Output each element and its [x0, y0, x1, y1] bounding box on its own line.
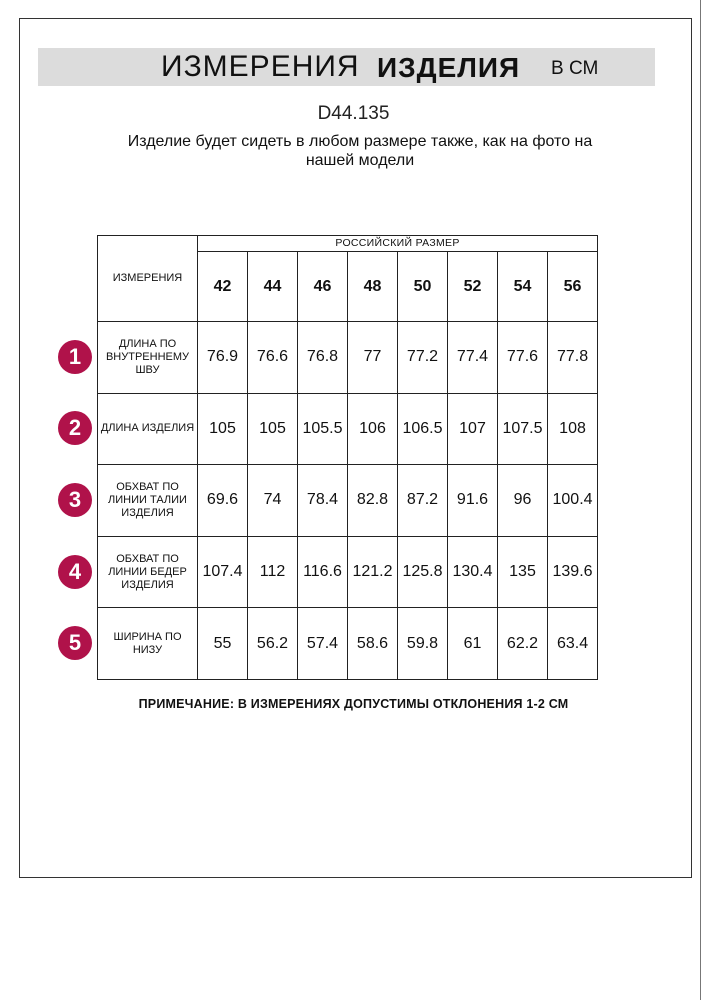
measurement-label: ДЛИНА ПО ВНУТРЕННЕМУ ШВУ: [98, 322, 198, 394]
row-number-badge: 2: [58, 411, 92, 445]
size-header-44: 44: [248, 252, 298, 322]
measurement-value: 107: [448, 393, 498, 465]
measurement-value: 125.8: [398, 536, 448, 608]
measurement-value: 96: [498, 465, 548, 537]
measurement-value: 100.4: [548, 465, 598, 537]
measurement-label: ДЛИНА ИЗДЕЛИЯ: [98, 393, 198, 465]
page-edge-line: [700, 0, 701, 1000]
measurement-value: 112: [248, 536, 298, 608]
measurement-value: 56.2: [248, 608, 298, 680]
measurement-value: 105: [248, 393, 298, 465]
size-header-48: 48: [348, 252, 398, 322]
measurement-value: 78.4: [298, 465, 348, 537]
measurement-value: 76.6: [248, 322, 298, 394]
size-header-54: 54: [498, 252, 548, 322]
table-row: [98, 322, 598, 394]
measurement-value: 130.4: [448, 536, 498, 608]
measurement-value: 91.6: [448, 465, 498, 537]
size-table: [97, 235, 598, 680]
measurement-value: 59.8: [398, 608, 448, 680]
measurement-value: 108: [548, 393, 598, 465]
measurement-value: 116.6: [298, 536, 348, 608]
title-measurements: ИЗМЕРЕНИЯ: [161, 50, 360, 83]
measurement-value: 61: [448, 608, 498, 680]
measurement-value: 62.2: [498, 608, 548, 680]
table-row: [98, 536, 598, 608]
tolerance-note: ПРИМЕЧАНИЕ: В ИЗМЕРЕНИЯХ ДОПУСТИМЫ ОТКЛОНЕНИЯ 1-2 СМ: [138, 697, 569, 711]
measurement-value: 77.4: [448, 322, 498, 394]
corner-header: ИЗМЕРЕНИЯ: [98, 236, 198, 322]
size-header-56: 56: [548, 252, 598, 322]
measurement-value: 135: [498, 536, 548, 608]
measurement-value: 107.5: [498, 393, 548, 465]
measurement-value: 139.6: [548, 536, 598, 608]
size-header-52: 52: [448, 252, 498, 322]
measurement-value: 77.6: [498, 322, 548, 394]
size-header-46: 46: [298, 252, 348, 322]
measurement-label: ШИРИНА ПО НИЗУ: [98, 608, 198, 680]
measurement-value: 55: [198, 608, 248, 680]
measurement-label: ОБХВАТ ПО ЛИНИИ ТАЛИИ ИЗДЕЛИЯ: [98, 465, 198, 537]
measurement-value: 107.4: [198, 536, 248, 608]
measurement-value: 105.5: [298, 393, 348, 465]
measurement-value: 76.9: [198, 322, 248, 394]
measurement-value: 63.4: [548, 608, 598, 680]
size-header-50: 50: [398, 252, 448, 322]
measurement-value: 76.8: [298, 322, 348, 394]
size-group-header: РОССИЙСКИЙ РАЗМЕР: [198, 236, 598, 252]
measurement-value: 74: [248, 465, 298, 537]
measurement-value: 77: [348, 322, 398, 394]
table-row: [98, 465, 598, 537]
table-row: [98, 393, 598, 465]
measurement-label: ОБХВАТ ПО ЛИНИИ БЕДЕР ИЗДЕЛИЯ: [98, 536, 198, 608]
table-row: [98, 608, 598, 680]
measurement-value: 105: [198, 393, 248, 465]
measurement-value: 58.6: [348, 608, 398, 680]
measurement-value: 77.8: [548, 322, 598, 394]
row-number-badge: 1: [58, 340, 92, 374]
measurement-value: 57.4: [298, 608, 348, 680]
measurement-value: 87.2: [398, 465, 448, 537]
size-header-42: 42: [198, 252, 248, 322]
measurement-value: 106.5: [398, 393, 448, 465]
article-code: D44.135: [317, 103, 390, 124]
row-number-badge: 4: [58, 555, 92, 589]
measurement-value: 82.8: [348, 465, 398, 537]
row-number-badge: 5: [58, 626, 92, 660]
measurement-value: 121.2: [348, 536, 398, 608]
measurement-value: 106: [348, 393, 398, 465]
row-number-badge: 3: [58, 483, 92, 517]
measurement-value: 69.6: [198, 465, 248, 537]
fit-note: Изделие будет сидеть в любом размере также, как на фото на нашей модели: [127, 133, 593, 169]
title-unit: В СМ: [551, 58, 599, 79]
measurement-value: 77.2: [398, 322, 448, 394]
title-product: ИЗДЕЛИЯ: [377, 52, 521, 83]
